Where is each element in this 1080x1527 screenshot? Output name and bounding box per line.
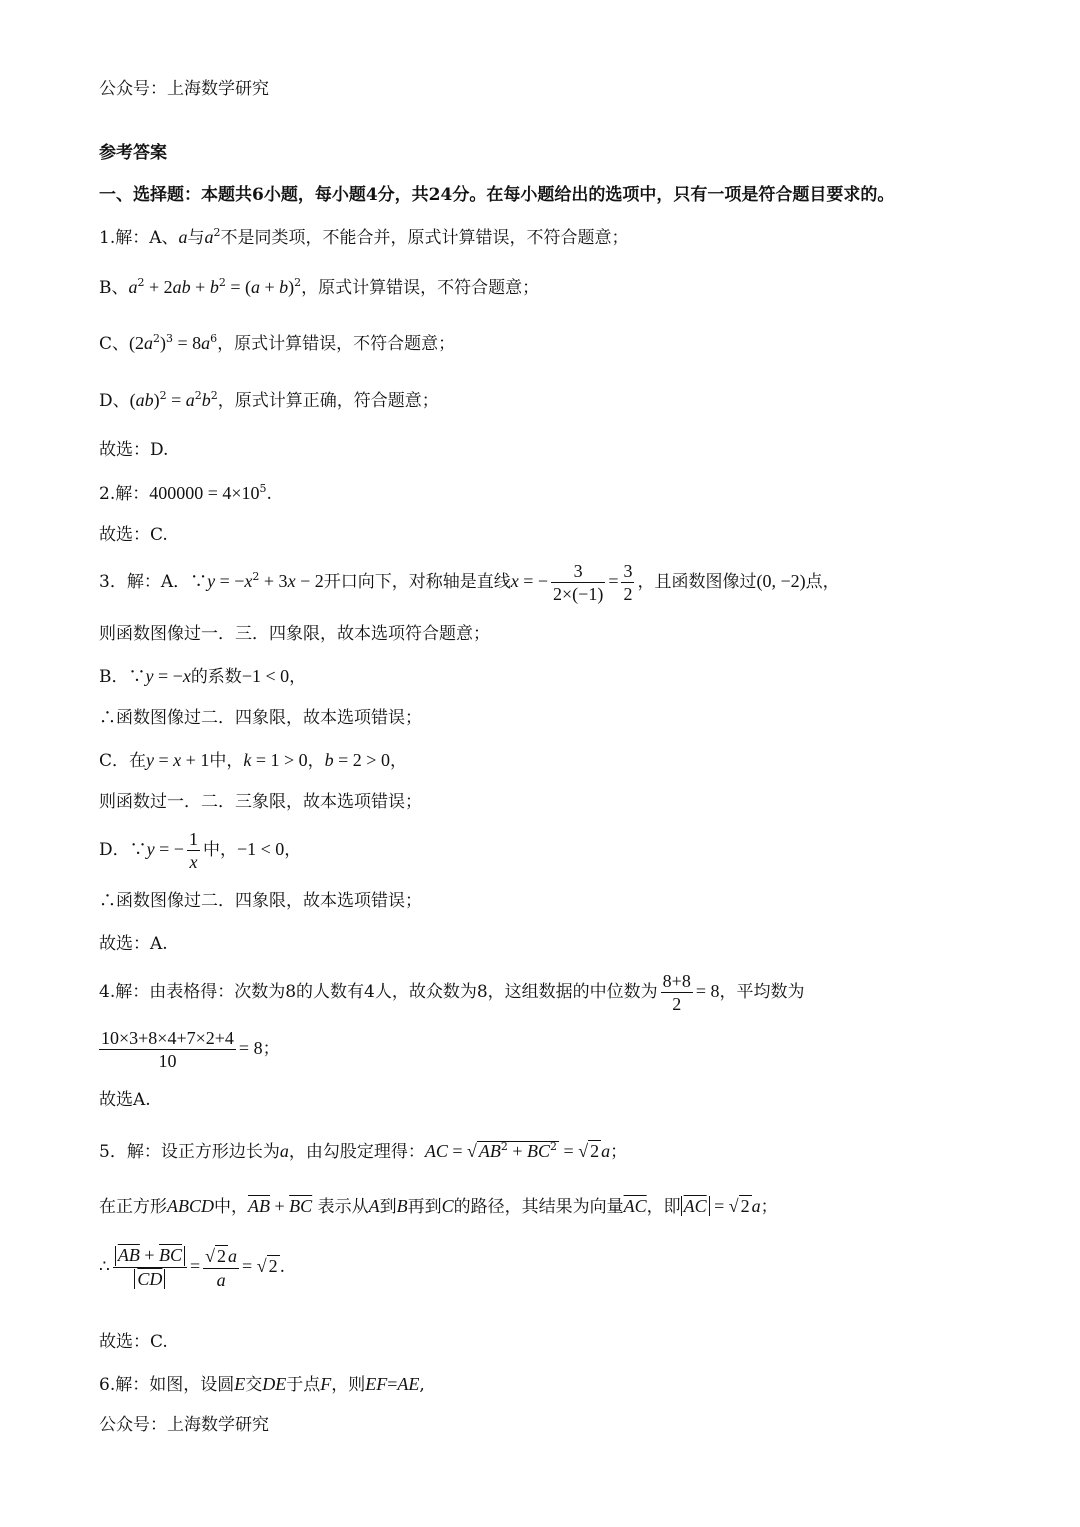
q3-choice: 故选：A. — [99, 934, 168, 954]
q3-line-7: D．∵y = − $\frac{1}{x}$ 中，−1 < 0， — [99, 829, 302, 872]
footer-source: 公众号：上海数学研究 — [99, 1415, 269, 1435]
answer-title: 参考答案 — [99, 143, 167, 163]
q1-option-a: 1.解：A、a与$a^2$不是同类项，不能合并，原式计算错误，不符合题意； — [99, 226, 629, 248]
q2-choice: 故选：C. — [99, 525, 168, 545]
q2-solution: 2.解：$400000 = 4\times 10^5$. — [99, 482, 272, 504]
q1-choice: 故选：D. — [99, 440, 169, 460]
q3-line-3: B．∵y = −x的系数−1 < 0， — [99, 666, 307, 687]
q3-line-2: 则函数图像过一．三．四象限，故本选项符合题意； — [99, 624, 490, 644]
q3-line-5: C．在y = x + 1中，k = 1 > 0，b = 2 > 0， — [99, 750, 407, 771]
q1-option-c: C、$(2a^2)^3 = 8a^6$，原式计算错误，不符合题意； — [99, 332, 456, 354]
q3-line-1: 3．解：A．∵y = $-x^2 + 3x - 2$开口向下，对称轴是直线x = − $\frac{3}{2\times(-1)}$ = $\frac{3}{2}$ ，且函数图像过(0, −2)点， — [99, 561, 840, 604]
q4-line-1: 4.解：由表格得：次数为8的人数有4人，故众数为8，这组数据的中位数为 $\frac{8+8}{2}$ = 8，平均数为 — [99, 971, 805, 1014]
q3-line-6: 则函数过一．二．三象限，故本选项错误； — [99, 792, 422, 812]
q1-option-d: D、$(ab)^2 = a^2b^2$，原式计算正确，符合题意； — [99, 389, 439, 411]
q3-line-4: ∴函数图像过二．四象限，故本选项错误； — [99, 708, 422, 728]
q5-line-2: 在正方形ABCD中，$\overline{AB} + \overline{BC}$ 表示从A到B再到C的路径，其结果为向量$\overline{AC}$，即 $\overline{AC}$ = √ 2 a； — [99, 1196, 778, 1217]
q5-line-1: 5．解：设正方形边长为a，由勾股定理得：AC = √ $AB^2 + BC^2$ = √ 2 a； — [99, 1140, 628, 1162]
q4-line-2: $\frac{10\times 3+8\times 4+7\times 2+4}{10}$ = 8； — [101, 1028, 280, 1071]
q6-line-1: 6.解：如图，设圆E交DE于点F，则EF=AE, — [99, 1374, 425, 1395]
q5-line-3: ∴ $\frac{\overline{AB} + \overline{BC}}{CD}$ = $\frac{√ 2 a}{a}$ = √ 2 . — [99, 1245, 285, 1290]
q5-choice: 故选：C. — [99, 1332, 168, 1352]
q3-line-8: ∴函数图像过二．四象限，故本选项错误； — [99, 891, 422, 911]
q1-option-b: B、$a^2 + 2ab + b^2 = (a + b)^2$，原式计算错误，不符合题意； — [99, 276, 540, 298]
section-heading: 一、选择题：本题共6小题，每小题4分，共24分。在每小题给出的选项中，只有一项是符合题目要求的。 — [99, 185, 895, 205]
q4-choice: 故选A. — [99, 1090, 151, 1110]
header-source: 公众号：上海数学研究 — [99, 79, 269, 99]
